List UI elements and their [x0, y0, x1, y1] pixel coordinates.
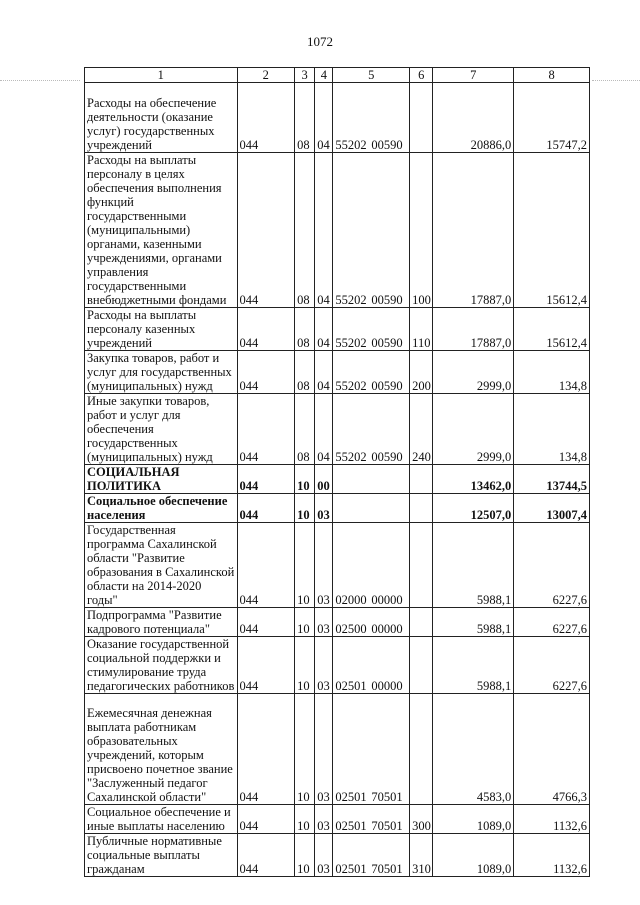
row-amount-2-cell: 134,8: [514, 394, 590, 465]
row-amount-1-cell: 5988,1: [433, 608, 514, 637]
target-code-part-1: 55202: [335, 379, 367, 393]
row-subsection-cell: 04: [315, 394, 333, 465]
row-amount-2-cell: 6227,6: [514, 523, 590, 608]
row-subsection-cell: 03: [315, 523, 333, 608]
row-amount-1-cell: 5988,1: [433, 523, 514, 608]
row-ved-cell: 044: [237, 83, 295, 153]
target-code-part-1: 55202: [335, 336, 367, 350]
row-amount-2-cell: 15747,2: [514, 83, 590, 153]
row-subsection-cell: 04: [315, 83, 333, 153]
left-margin-dots: [0, 80, 80, 82]
row-target-cell: [333, 153, 410, 308]
target-code-part-1: 02501: [335, 790, 367, 804]
header-cell: 7: [433, 68, 514, 83]
row-ved-cell: 044: [237, 608, 295, 637]
row-ved-cell: 044: [237, 351, 295, 394]
row-expense-type-cell: [410, 465, 433, 494]
target-code-part-2: 00590: [371, 138, 403, 152]
row-target-cell: [333, 523, 410, 608]
target-code-part-1: 02501: [335, 862, 367, 876]
row-amount-1-cell: 1089,0: [433, 834, 514, 877]
row-subsection-cell: 03: [315, 805, 333, 834]
row-amount-1-cell: 4583,0: [433, 694, 514, 805]
row-ved-cell: 044: [237, 153, 295, 308]
row-amount-1-cell: 17887,0: [433, 308, 514, 351]
table-row: [85, 608, 590, 637]
row-section-cell: 10: [295, 523, 315, 608]
row-ved-cell: 044: [237, 494, 295, 523]
target-code-part-2: 00590: [371, 336, 403, 350]
row-ved-cell: 044: [237, 308, 295, 351]
row-target-cell: [333, 805, 410, 834]
page-number: 1072: [307, 34, 333, 49]
row-amount-2-cell: 1132,6: [514, 834, 590, 877]
target-code-part-2: 00000: [371, 622, 403, 636]
row-name-cell: Расходы на выплаты персоналу казенных учреждений: [85, 308, 238, 351]
header-cell: 6: [410, 68, 433, 83]
row-target-cell: [333, 694, 410, 805]
target-code-part-1: 55202: [335, 293, 367, 307]
table-row: [85, 308, 590, 351]
row-target-cell: [333, 834, 410, 877]
row-name-cell: Оказание государственной социальной поддержки и стимулирование труда педагогических работников: [85, 637, 238, 694]
target-code-part-2: 70501: [371, 819, 403, 833]
row-ved-cell: 044: [237, 465, 295, 494]
row-target-cell: [333, 637, 410, 694]
table-row: [85, 394, 590, 465]
row-amount-1-cell: 2999,0: [433, 394, 514, 465]
target-code-part-2: 00590: [371, 293, 403, 307]
row-name-cell: Государственная программа Сахалинской области "Развитие образования в Сахалинской области на 2014-2020 годы": [85, 523, 238, 608]
row-ved-cell: 044: [237, 834, 295, 877]
target-code-part-1: 55202: [335, 450, 367, 464]
row-target-cell: [333, 465, 410, 494]
row-section-cell: 10: [295, 465, 315, 494]
row-expense-type-cell: [410, 694, 433, 805]
row-amount-1-cell: 13462,0: [433, 465, 514, 494]
row-section-cell: 10: [295, 608, 315, 637]
row-name-cell: Социальное обеспечение населения: [85, 494, 238, 523]
row-amount-1-cell: 17887,0: [433, 153, 514, 308]
row-target-cell: [333, 608, 410, 637]
row-amount-2-cell: 15612,4: [514, 153, 590, 308]
row-expense-type-cell: 300: [410, 805, 433, 834]
table-row: [85, 494, 590, 523]
row-subsection-cell: 03: [315, 494, 333, 523]
target-code-part-2: 00000: [371, 593, 403, 607]
table-row: [85, 834, 590, 877]
row-name-cell: Расходы на выплаты персоналу в целях обеспечения выполнения функций государственными (муниципальными) органами, казенными учреждениями, органами управления государственными внебюджетными фондами: [85, 153, 238, 308]
row-name-cell: Социальное обеспечение и иные выплаты населению: [85, 805, 238, 834]
row-amount-1-cell: 2999,0: [433, 351, 514, 394]
row-target-cell: [333, 351, 410, 394]
row-expense-type-cell: 240: [410, 394, 433, 465]
row-amount-2-cell: 13007,4: [514, 494, 590, 523]
row-name-cell: Подпрограмма "Развитие кадрового потенциала": [85, 608, 238, 637]
row-expense-type-cell: [410, 523, 433, 608]
row-amount-1-cell: 12507,0: [433, 494, 514, 523]
row-target-cell: [333, 394, 410, 465]
target-code-part-2: 70501: [371, 790, 403, 804]
header-cell: 8: [514, 68, 590, 83]
target-code-part-2: 70501: [371, 862, 403, 876]
right-margin-dots: [592, 80, 640, 82]
row-section-cell: 10: [295, 694, 315, 805]
row-section-cell: 08: [295, 394, 315, 465]
table-row: [85, 805, 590, 834]
row-name-cell: Публичные нормативные социальные выплаты гражданам: [85, 834, 238, 877]
row-section-cell: 10: [295, 805, 315, 834]
row-expense-type-cell: 310: [410, 834, 433, 877]
row-amount-2-cell: 4766,3: [514, 694, 590, 805]
budget-table: [84, 67, 590, 877]
row-name-cell: СОЦИАЛЬНАЯ ПОЛИТИКА: [85, 465, 238, 494]
table-header-row: [85, 68, 590, 83]
row-name-cell: Расходы на обеспечение деятельности (оказание услуг) государственных учреждений: [85, 83, 238, 153]
row-subsection-cell: 03: [315, 637, 333, 694]
row-amount-1-cell: 20886,0: [433, 83, 514, 153]
header-cell: 2: [237, 68, 295, 83]
target-code-part-1: 02501: [335, 679, 367, 693]
table-row: [85, 83, 590, 153]
row-expense-type-cell: [410, 83, 433, 153]
row-subsection-cell: 03: [315, 834, 333, 877]
table-row: [85, 694, 590, 805]
row-name-cell: Ежемесячная денежная выплата работникам образовательных учреждений, которым присвоено почетное звание "Заслуженный педагог Сахалинской области": [85, 694, 238, 805]
row-subsection-cell: 03: [315, 694, 333, 805]
target-code-part-1: 02500: [335, 622, 367, 636]
row-target-cell: [333, 308, 410, 351]
row-ved-cell: 044: [237, 694, 295, 805]
row-ved-cell: 044: [237, 394, 295, 465]
header-cell: 4: [315, 68, 333, 83]
row-target-cell: [333, 83, 410, 153]
table-row: [85, 523, 590, 608]
row-ved-cell: 044: [237, 523, 295, 608]
target-code-part-2: 00590: [371, 379, 403, 393]
row-section-cell: 10: [295, 637, 315, 694]
header-cell: 3: [295, 68, 315, 83]
header-cell: 5: [333, 68, 410, 83]
table-row: [85, 153, 590, 308]
row-section-cell: 08: [295, 153, 315, 308]
table-row: [85, 637, 590, 694]
row-amount-2-cell: 15612,4: [514, 308, 590, 351]
row-subsection-cell: 03: [315, 608, 333, 637]
table-row: [85, 465, 590, 494]
row-section-cell: 08: [295, 83, 315, 153]
row-amount-2-cell: 134,8: [514, 351, 590, 394]
row-name-cell: Закупка товаров, работ и услуг для государственных (муниципальных) нужд: [85, 351, 238, 394]
row-expense-type-cell: [410, 608, 433, 637]
row-section-cell: 08: [295, 351, 315, 394]
target-code-part-2: 00000: [371, 679, 403, 693]
row-section-cell: 10: [295, 494, 315, 523]
row-name-cell: Иные закупки товаров, работ и услуг для обеспечения государственных (муниципальных) нужд: [85, 394, 238, 465]
row-expense-type-cell: 100: [410, 153, 433, 308]
row-amount-1-cell: 5988,1: [433, 637, 514, 694]
row-subsection-cell: 04: [315, 351, 333, 394]
row-amount-2-cell: 13744,5: [514, 465, 590, 494]
row-subsection-cell: 04: [315, 308, 333, 351]
target-code-part-1: 02000: [335, 593, 367, 607]
row-section-cell: 08: [295, 308, 315, 351]
row-subsection-cell: 04: [315, 153, 333, 308]
row-subsection-cell: 00: [315, 465, 333, 494]
target-code-part-1: 55202: [335, 138, 367, 152]
row-expense-type-cell: 110: [410, 308, 433, 351]
header-cell: 1: [85, 68, 238, 83]
row-amount-1-cell: 1089,0: [433, 805, 514, 834]
row-expense-type-cell: 200: [410, 351, 433, 394]
table-body: [85, 68, 590, 877]
row-expense-type-cell: [410, 637, 433, 694]
target-code-part-1: 02501: [335, 819, 367, 833]
row-ved-cell: 044: [237, 637, 295, 694]
table-row: [85, 351, 590, 394]
row-amount-2-cell: 6227,6: [514, 637, 590, 694]
row-amount-2-cell: 1132,6: [514, 805, 590, 834]
row-target-cell: [333, 494, 410, 523]
row-expense-type-cell: [410, 494, 433, 523]
target-code-part-2: 00590: [371, 450, 403, 464]
row-ved-cell: 044: [237, 805, 295, 834]
row-amount-2-cell: 6227,6: [514, 608, 590, 637]
row-section-cell: 10: [295, 834, 315, 877]
